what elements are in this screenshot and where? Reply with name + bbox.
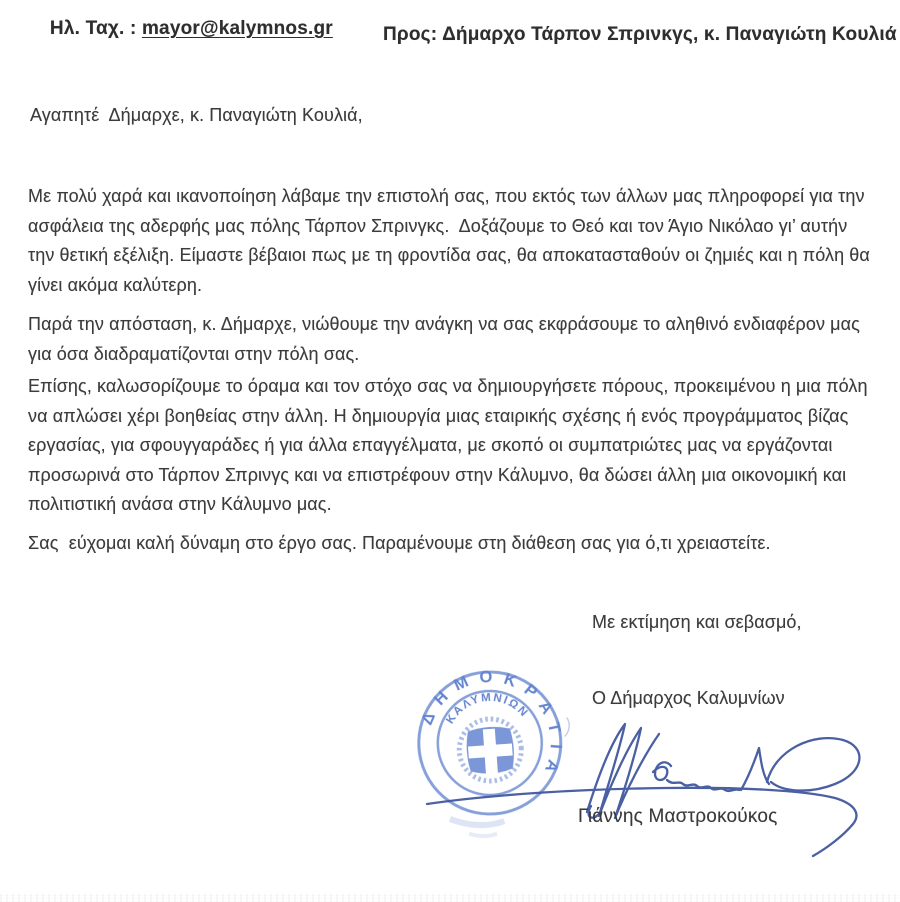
- paragraph-2: Παρά την απόσταση, κ. Δήμαρχε, νιώθουμε την ανάγκη να σας εκφράσουμε το αληθινό ενδιαφέρον μας για όσα διαδραματίζονται στην πόλη σας.: [28, 314, 866, 364]
- signer-name: Γιάννης Μαστροκούκος: [578, 806, 778, 827]
- stamp-outer-ring-text: ΔΗΜΟΚΡΑΤΙΑ: [417, 667, 565, 779]
- signer-title: Ο Δήμαρχος Καλυμνίων: [592, 688, 785, 708]
- recipient-line: Προς: Δήμαρχο Τάρπον Σπρινκγς, κ. Παναγιώτη Κουλιά: [383, 24, 897, 45]
- scan-noise-strip: [0, 894, 900, 902]
- signature-stroke-bigloop: [767, 738, 859, 790]
- ink-speck: [565, 718, 569, 736]
- email-link[interactable]: mayor@kalymnos.gr: [141, 18, 333, 39]
- closing-line: Με εκτίμηση και σεβασμό,: [592, 612, 802, 632]
- stamp-inner-ring-text: ΚΑΛΥΜΝΙΩΝ: [444, 691, 531, 727]
- paragraph-4: Σας εύχομαι καλή δύναμη στο έργο σας. Παραμένουμε στη διάθεση σας για ό,τι χρειαστείτε.: [28, 533, 771, 553]
- salutation: Αγαπητέ Δήμαρχε, κ. Παναγιώτη Κουλιά,: [30, 105, 363, 125]
- signature-stroke-left: [587, 724, 659, 818]
- handwritten-signature: [415, 710, 875, 862]
- paragraph-1: Με πολύ χαρά και ικανοποίηση λάβαμε την επιστολή σας, που εκτός των άλλων μας πληροφορεί για την ασφάλεια της αδερφής μας πόλης Τάρπον Σπρινγκς. Δοξάζουμε το Θεό και τον Άγιο Νικόλαο γι’ αυτήν την θετική εξέλιξη. Είμαστε βέβαιοι πως με τη φροντίδα σας, θα αποκατασταθούν οι ζημιές και η πόλη θα γίνει ακόμα καλύτερη.: [28, 186, 876, 295]
- signature-stroke-check: [741, 748, 769, 790]
- header-email-line: [28, 0, 333, 62]
- paragraph-3: Επίσης, καλωσορίζουμε το όραμα και τον στόχο σας να δημιουργήσετε πόρους, προκειμένου η μια πόλη να απλώσει χέρι βοηθείας στην άλλη. Η δημιουργία μιας εταιρικής σχέσης ή ενός προγράμματος βίζας εργασίας, για σφουγγαράδες ή για άλλα επαγγέλματα, με σκοπό οι συμπατριώτες μας να εργάζονται προσωρινά στο Τάρπον Σπρινγς και να επιστρέφουν στην Κάλυμνο, θα δώσει άλλη μια οικονομική και πολιτιστική ανάσα στην Κάλυμνο μας.: [28, 376, 873, 514]
- email-label: Ηλ. Ταχ. :: [49, 18, 142, 39]
